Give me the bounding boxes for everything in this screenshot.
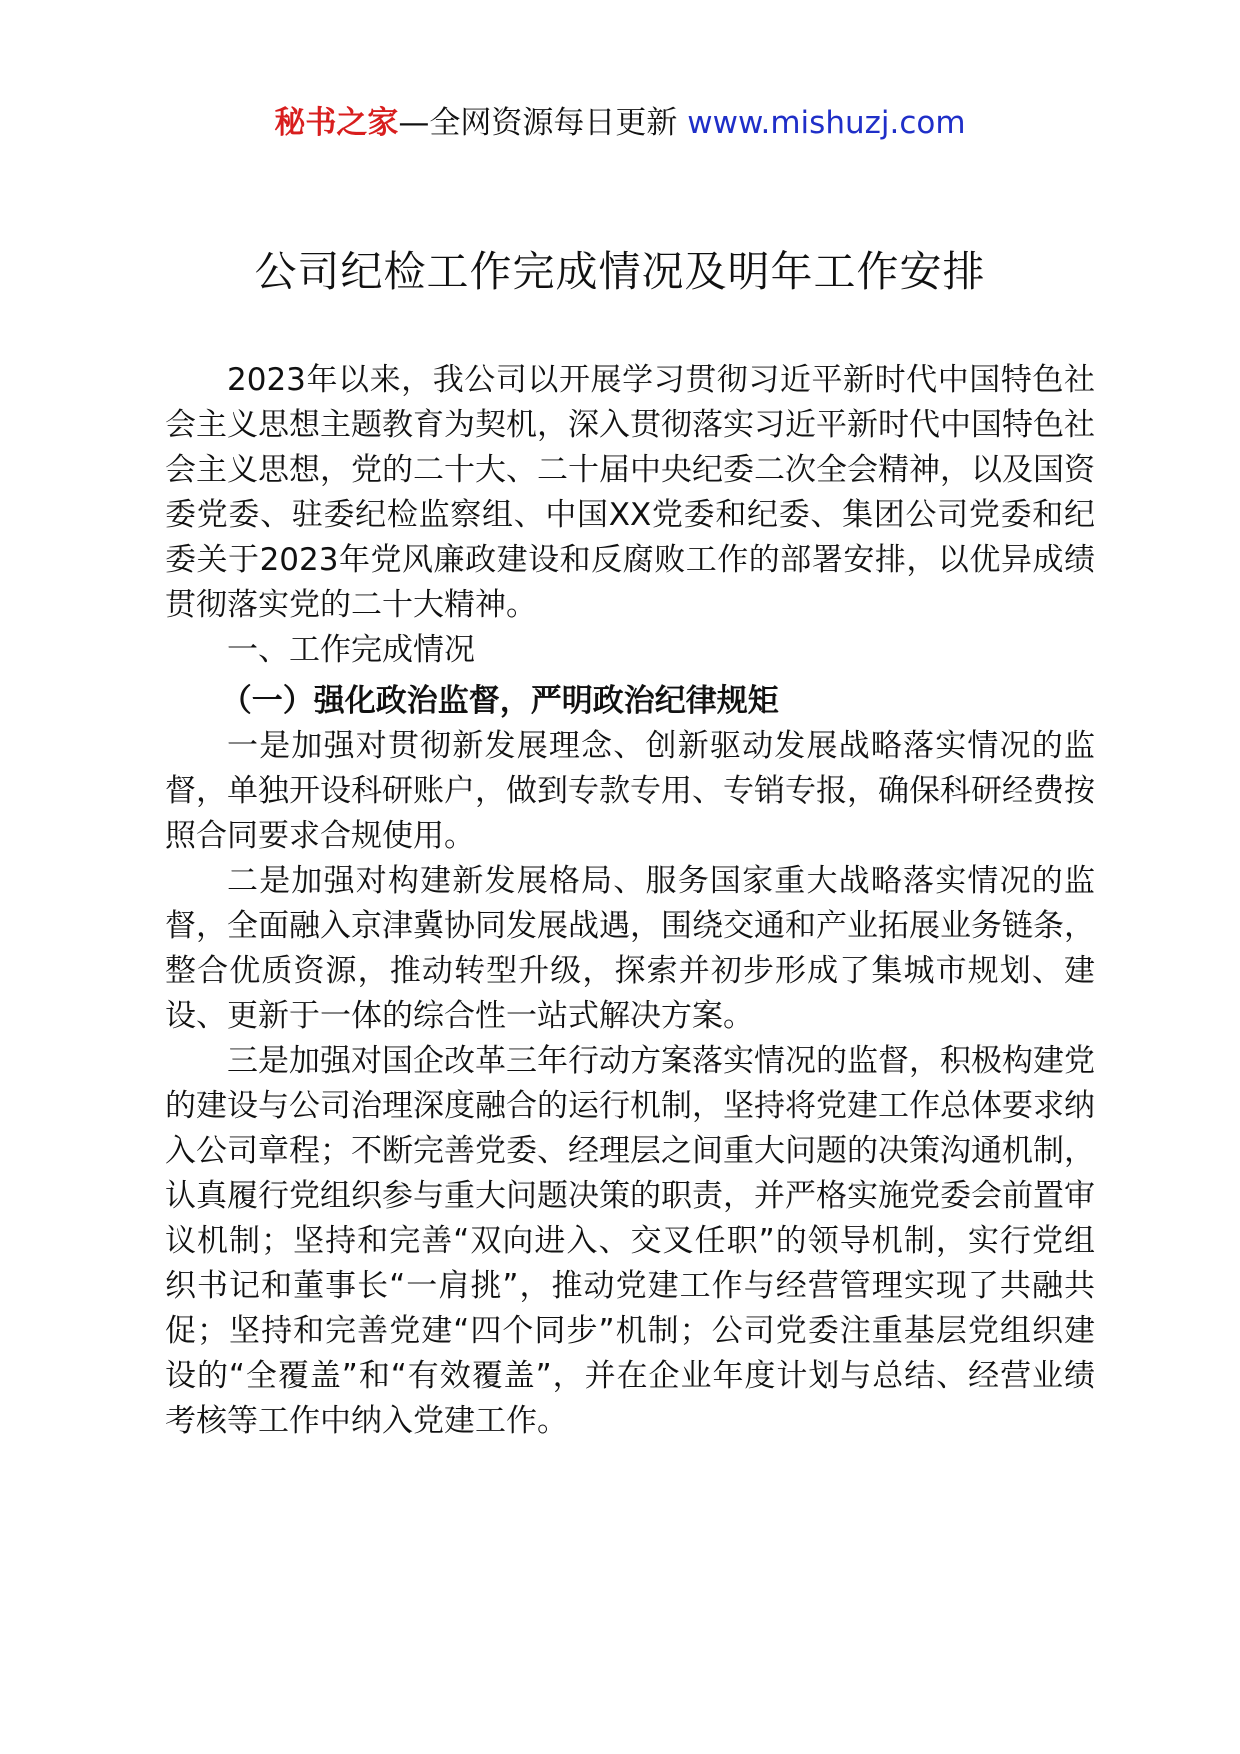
document-title: 公司纪检工作完成情况及明年工作安排 xyxy=(254,247,986,296)
section-heading: 一、工作完成情况 xyxy=(227,632,475,668)
document-body xyxy=(165,358,1095,1444)
site-url-link[interactable]: www.mishuzj.com xyxy=(687,105,966,141)
body-paragraph-1: 一是加强对贯彻新发展理念、创新驱动发展战略落实情况的监督，单独开设科研账户，做到专款专用、专销专报，确保科研经费按照合同要求合规使用。 xyxy=(165,728,1095,854)
site-brand: 秘书之家 xyxy=(274,105,399,141)
intro-paragraph: 2023年以来，我公司以开展学习贯彻习近平新时代中国特色社会主义思想主题教育为契机，深入贯彻落实习近平新时代中国特色社会主义思想，党的二十大、二十届中央纪委二次全会精神，以及国资委党委、驻委纪检监察组、中国XX党委和纪委、集团公司党委和纪委关于2023年党风廉政建设和反腐败工作的部署安排，以优异成绩贯彻落实党的二十大精神。 xyxy=(165,362,1095,623)
site-header xyxy=(0,100,1240,146)
site-tagline: —全网资源每日更新 xyxy=(398,105,678,141)
body-paragraph-3: 三是加强对国企改革三年行动方案落实情况的监督，积极构建党的建设与公司治理深度融合的运行机制，坚持将党建工作总体要求纳入公司章程；不断完善党委、经理层之间重大问题的决策沟通机制，认真履行党组织参与重大问题决策的职责，并严格实施党委会前置审议机制；坚持和完善“双向进入、交叉任职”的领导机制，实行党组织书记和董事长“一肩挑”，推动党建工作与经营管理实现了共融共促；坚持和完善党建“四个同步”机制；公司党委注重基层党组织建设的“全覆盖”和“有效覆盖”，并在企业年度计划与总结、经营业绩考核等工作中纳入党建工作。 xyxy=(165,1043,1095,1439)
body-paragraph-2: 二是加强对构建新发展格局、服务国家重大战略落实情况的监督，全面融入京津冀协同发展战遇，围绕交通和产业拓展业务链条，整合优质资源，推动转型升级，探索并初步形成了集城市规划、建设、更新于一体的综合性一站式解决方案。 xyxy=(165,863,1095,1034)
subsection-heading: （一）强化政治监督，严明政治纪律规矩 xyxy=(220,683,779,719)
